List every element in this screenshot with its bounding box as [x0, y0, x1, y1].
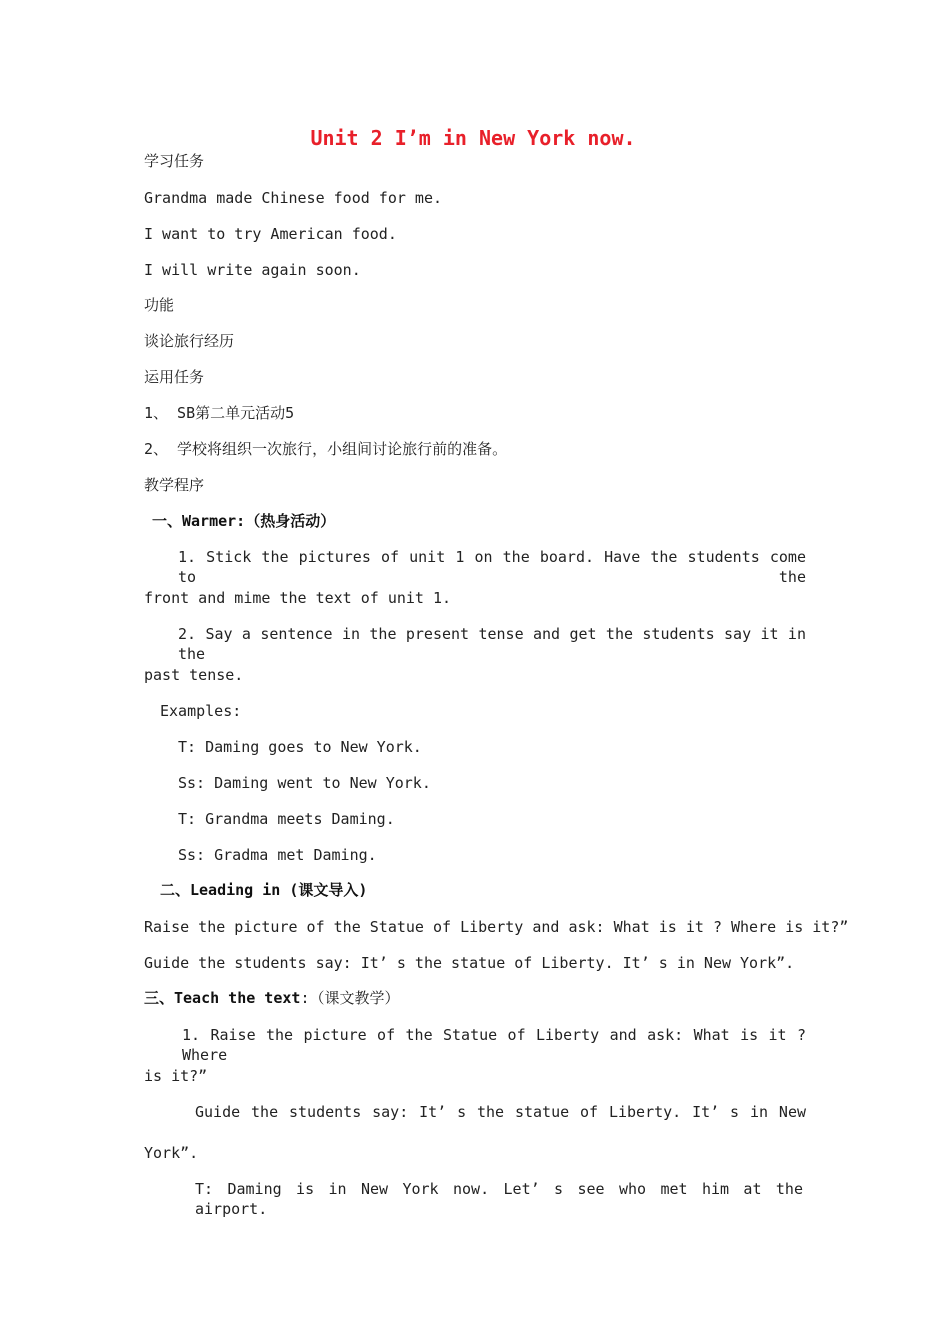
- document-title: Unit 2 I’m in New York now.: [310, 126, 636, 150]
- tasks-label: 学习任务: [144, 152, 205, 170]
- teach-guide-line2: York”.: [144, 1144, 199, 1162]
- teach-heading: [144, 988, 399, 1008]
- application-item: 2、 学校将组织一次旅行，小组间讨论旅行前的准备。: [144, 440, 508, 458]
- example-line: T: Grandma meets Daming.: [178, 810, 395, 828]
- leading-in-heading: 二、Leading in (课文导入): [160, 881, 368, 899]
- application-item: 1、 SB第二单元活动5: [144, 404, 295, 422]
- procedure-label: 教学程序: [144, 476, 205, 494]
- warmer-step2-line2: past tense.: [144, 666, 244, 684]
- teach-guide-line1: Guide the students say: It’ s the statue of Liberty. It’ s in New: [195, 1103, 806, 1121]
- application-label: 运用任务: [144, 368, 205, 386]
- leading-in-line2: Guide the students say: It’ s the statue of Liberty. It’ s in New York”.: [144, 954, 795, 972]
- function-label: 功能: [144, 296, 175, 314]
- task-sentence: Grandma made Chinese food for me.: [144, 189, 443, 207]
- teach-heading-note: :（课文教学）: [300, 989, 400, 1007]
- leading-in-line1: Raise the picture of the Statue of Liberty and ask: What is it ? Where is it?”: [144, 918, 849, 936]
- task-sentence: I will write again soon.: [144, 261, 361, 279]
- function-text: 谈论旅行经历: [144, 332, 235, 350]
- teach-step1-line2: is it?”: [144, 1067, 208, 1085]
- teach-t-line: T: Daming is in New York now. Let’ s see who met him at the airport.: [195, 1180, 803, 1218]
- teach-step1-line1: 1. Raise the picture of the Statue of Liberty and ask: What is it ? Where: [182, 1026, 806, 1064]
- warmer-step2-line1: 2. Say a sentence in the present tense and get the students say it in the: [178, 625, 806, 663]
- warmer-step1-line1: 1. Stick the pictures of unit 1 on the board. Have the students come to the: [178, 548, 806, 586]
- warmer-step1-line2: front and mime the text of unit 1.: [144, 589, 452, 607]
- example-line: Ss: Gradma met Daming.: [178, 846, 377, 864]
- examples-label: Examples:: [160, 702, 242, 720]
- teach-heading-title: 三、Teach the text: [144, 989, 301, 1007]
- warmer-heading: 一、Warmer:（热身活动）: [152, 512, 336, 530]
- example-line: T: Daming goes to New York.: [178, 738, 422, 756]
- task-sentence: I want to try American food.: [144, 225, 397, 243]
- example-line: Ss: Daming went to New York.: [178, 774, 431, 792]
